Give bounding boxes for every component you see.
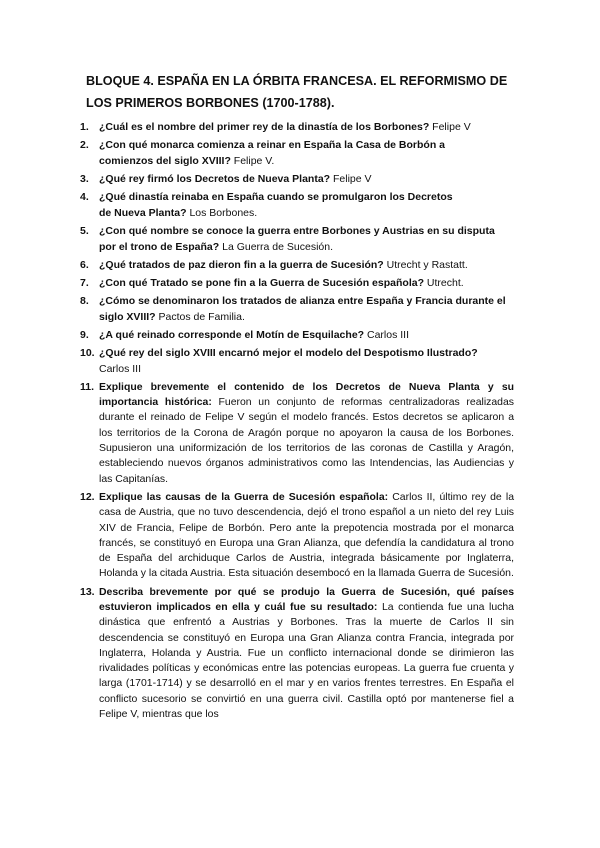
answer-text: Carlos II, último rey de la casa de Austria, que no tuvo descendencia, dejó el trono español a un nieto del rey Luis XIV de Francia, Felipe de Borbón. Pero ante la prepotencia mostrada por el monarca francés, se constituyó en Europa una Gran Alianza, que defendía la candidatura al trono de España del archiduque Carlos de Austria, integrada básicamente por Inglaterra, Holanda y la citada Austria. Esta situación desembocó en la llamada Guerra de Sucesión. [99,491,514,580]
question-text: ¿Cómo se denominaron los tratados de alianza entre España y Francia durante el siglo XVIII? [99,295,506,323]
item-number: 10. [80,347,95,360]
question-item-11 [80,380,514,487]
question-text: ¿Qué rey del siglo XVIII encarnó mejor el modelo del Despotismo Ilustrado? [99,347,478,360]
question-item-3 [80,172,514,188]
question-text: ¿Qué rey firmó los Decretos de Nueva Planta? [99,172,331,185]
item-number: 5. [80,224,89,237]
answer-text: Carlos III [364,328,410,341]
answer-text: Utrecht y Rastatt. [383,258,468,271]
answer-text: Pactos de Familia. [155,310,245,323]
answer-text: Felipe V [330,172,372,185]
question-item-6 [80,258,514,274]
item-number: 12. [80,490,95,503]
question-text: ¿Con qué nombre se conoce la guerra entre Borbones y Austrias en su disputa por el trono de España? [99,224,495,253]
question-text: ¿Con qué Tratado se pone fin a la Guerra de Sucesión española? [99,276,424,289]
item-number: 7. [80,276,89,289]
item-number: 8. [80,295,89,308]
question-item-13 [80,585,514,723]
question-item-4 [80,190,514,221]
question-text: ¿Qué tratados de paz dieron fin a la guerra de Sucesión? [99,258,384,271]
item-number: 13. [80,585,95,598]
question-item-12 [80,490,514,582]
question-item-1 [80,120,514,136]
question-item-5 [80,224,514,255]
question-text: ¿Qué dinastía reinaba en España cuando se promulgaron los Decretos de Nueva Planta? [99,191,453,219]
answer-text: La Guerra de Sucesión. [219,240,334,253]
question-text: ¿Con qué monarca comienza a reinar en España la Casa de Borbón a comienzos del siglo XVIII? [99,139,446,167]
item-number: 6. [80,258,89,271]
item-number: 2. [80,139,89,152]
question-text: Explique las causas de la Guerra de Sucesión española: [99,491,389,503]
question-text: ¿Cuál es el nombre del primer rey de la dinastía de los Borbones? [99,121,430,133]
answer-text: Utrecht. [424,276,464,289]
document-title: BLOQUE 4. ESPAÑA EN LA ÓRBITA FRANCESA. EL REFORMISMO DE LOS PRIMEROS BORBONES (1700-1788). [86,74,508,110]
question-text: Describa brevemente por qué se produjo la Guerra de Sucesión, qué países estuvieron implicados en ella y cuál fue su resultado: [99,586,514,613]
question-item-7 [80,276,514,292]
question-item-2 [80,138,514,169]
item-number: 9. [80,328,89,341]
answer-text: Los Borbones. [186,206,258,219]
question-item-8 [80,294,514,325]
answer-text: Carlos III [99,362,142,375]
question-list [80,120,514,725]
item-number: 4. [80,191,89,204]
question-item-9 [80,328,514,344]
item-number: 11. [80,380,95,393]
question-text: Explique brevemente el contenido de los Decretos de Nueva Planta y su importancia histórica: [99,381,514,409]
answer-text: Felipe V [429,121,471,133]
answer-text: Fueron un conjunto de reformas centralizadoras realizadas durante el reinado de Felipe V según el modelo francés. Estos decretos se aplicaron a los territorios de la Corona de Aragón porque no apoyaron la causa de los Borbones. Supusieron una uniformización de los territorios de las coronas de Castilla y Aragón, estableciendo nuevos órganos administrativos como las Intendencias, las Audiencias y las Capitanías. [99,397,514,485]
answer-text: La contienda fue una lucha dinástica que enfrentó a Austrias y Borbones. Tras la muerte de Carlos II sin descendencia se constituyó en Europa una Gran Alianza contra Francia, integrada por Inglaterra, Holanda y Austria. Fue un conflicto internacional donde se dirimieron las rivalidades políticas y económicas entre las potencias europeas. La guerra fue cruenta y larga (1701-1714) y se desarrolló en el mar y en varios frentes terrestres. En España el conflicto sucesorio se convirtió en una guerra civil. Castilla optó por mantenerse fiel a Felipe V, mientras que los [99,602,514,721]
item-number: 3. [80,172,89,185]
question-text: ¿A qué reinado corresponde el Motín de Esquilache? [99,328,365,341]
item-number: 1. [80,121,89,133]
question-item-10 [80,346,514,377]
answer-text: Felipe V. [230,154,275,167]
